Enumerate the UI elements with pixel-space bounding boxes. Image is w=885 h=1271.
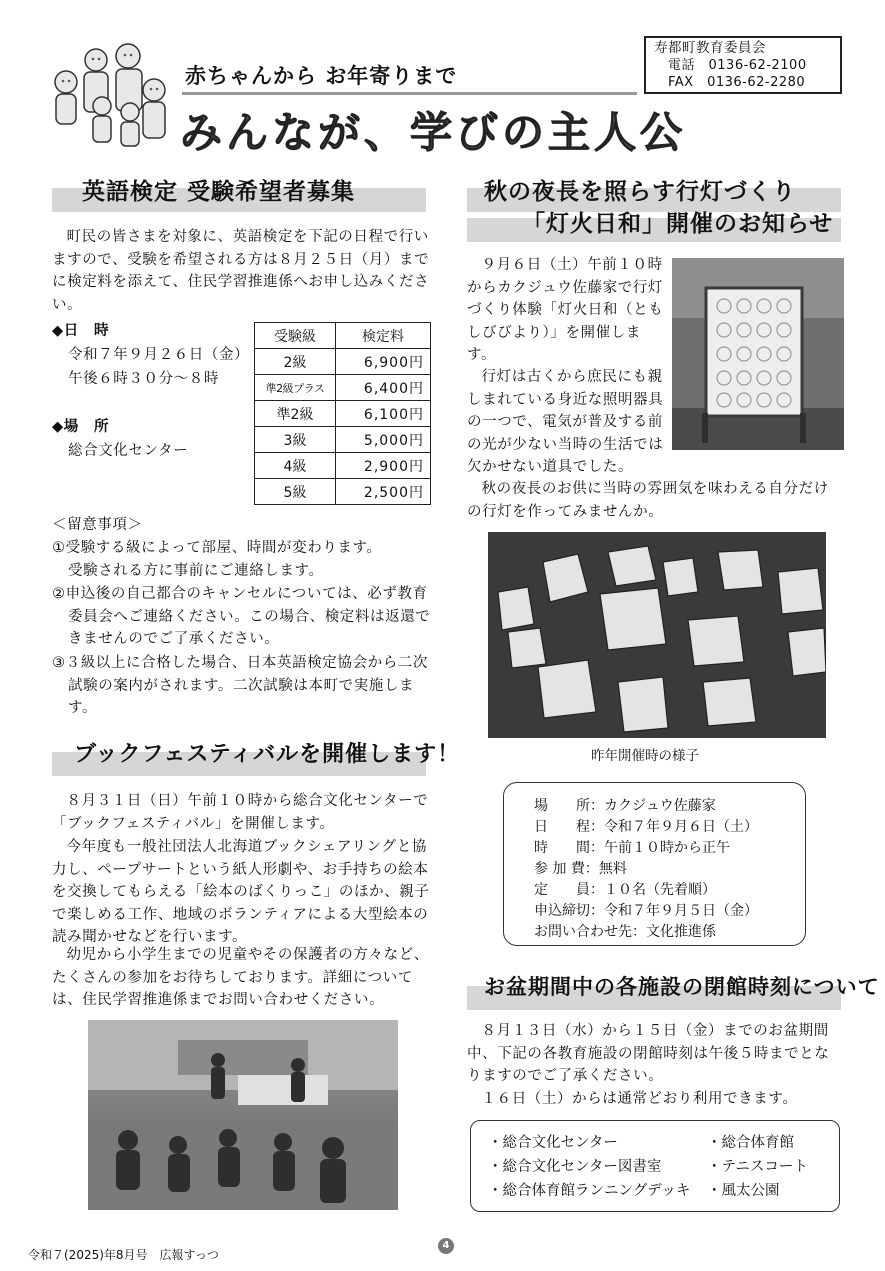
detail-label: お問い合わせ先： xyxy=(534,924,646,940)
fee-grade: 2級 xyxy=(255,349,336,375)
andon-para3: 秋の夜長のお供に当時の雰囲気を味わえる自分だけの行灯を作ってみませんか。 xyxy=(467,481,829,520)
eiken-date-line1: 令和７年９月２６日（金） xyxy=(68,347,250,363)
list-item: ・テニスコート xyxy=(707,1159,808,1175)
list-item: ・総合文化センター図書室 xyxy=(488,1159,662,1175)
eiken-heading: 英語検定 受験希望者募集 xyxy=(82,179,356,205)
fee-grade: 3級 xyxy=(255,427,336,453)
detail-label: 定 員： xyxy=(534,882,604,898)
table-row xyxy=(255,349,431,375)
fee-amount: 6,100円 xyxy=(336,401,431,427)
fee-amount: 2,900円 xyxy=(336,453,431,479)
detail-row xyxy=(534,817,758,838)
facilities-right xyxy=(707,1131,808,1203)
detail-row xyxy=(534,838,758,859)
obon-para1: ８月１３日（水）から１５日（金）までのお盆期間中、下記の各教育施設の閉館時刻は午後５時までとなりますのでご了承ください。 xyxy=(467,1023,830,1084)
detail-label: 申込締切： xyxy=(534,903,604,919)
detail-row xyxy=(534,859,758,880)
list-item: ・総合体育館ランニングデッキ xyxy=(488,1183,691,1199)
detail-value: カクジュウ佐藤家 xyxy=(604,798,716,814)
header-rule xyxy=(182,92,637,95)
fee-table xyxy=(254,322,431,505)
detail-label: 時 間： xyxy=(534,840,604,856)
eiken-intro: 町民の皆さまを対象に、英語検定を下記の日程で行いますので、受験を希望される方は８月２５日（月）までに検定料を添えて、住民学習推進係へお申し込みください。 xyxy=(52,229,430,313)
andon-heading-2: 「灯火日和」開催のお知らせ xyxy=(522,211,834,237)
fee-table-header xyxy=(255,323,431,349)
fee-header-grade: 受験級 xyxy=(255,323,336,349)
eiken-place-value: 総合文化センター xyxy=(68,443,189,459)
book-festival-photo xyxy=(88,1020,398,1210)
detail-value: 午前１０時から正午 xyxy=(604,840,730,856)
eiken-place-label: ◆場 所 xyxy=(52,419,110,435)
fee-grade: 準2級 xyxy=(255,401,336,427)
detail-row xyxy=(534,880,758,901)
notes-heading: ＜留意事項＞ xyxy=(52,517,143,533)
family-illustration xyxy=(44,42,172,150)
andon-photo xyxy=(672,258,844,450)
note-1b: 受験される方に事前にご連絡します。 xyxy=(68,563,324,579)
andon-para2: 行灯は古くから庶民にも親しまれている身近な照明器具の一つで、電気が普及する前の光が少ない当時の生活では欠かせない道具でした。 xyxy=(467,369,664,475)
book-heading: ブックフェスティバルを開催します！ xyxy=(74,742,461,767)
contact-org: 寿都町教育委員会 xyxy=(654,40,766,56)
detail-value: 令和７年９月６日（土） xyxy=(604,819,758,835)
table-row xyxy=(255,453,431,479)
andon-para1: ９月６日（土）午前１０時からカクジュウ佐藤家で行灯づくり体験「灯火日和（ともしびびより）」を開催します。 xyxy=(467,257,664,363)
detail-row xyxy=(534,922,758,943)
lanterns-caption: 昨年開催時の様子 xyxy=(591,748,699,764)
detail-label: 参 加 費： xyxy=(534,861,599,877)
note-3: ③３級以上に合格した場合、日本英語検定協会から二次試験の案内がされます。二次試験は本町で実施します。 xyxy=(52,655,428,716)
note-1a: ①受験する級によって部屋、時間が変わります。 xyxy=(52,540,382,556)
contact-fax: FAX 0136-62-2280 xyxy=(668,75,806,90)
lanterns-photo xyxy=(488,532,826,738)
book-para2: 今年度も一般社団法人北海道ブックシェアリングと協力し、ペープサートという紙人形劇や、お手持ちの絵本を交換してもらえる「絵本のばくりっこ」のほか、親子で楽しめる工作、地域のボランティアによる大型絵本の読み聞かせなどを行います。 xyxy=(52,839,430,945)
eiken-date-line2: 午後６時３０分～８時 xyxy=(68,371,219,387)
fee-amount: 6,400円 xyxy=(336,375,431,401)
andon-details xyxy=(534,796,758,943)
detail-value: 無料 xyxy=(598,861,627,877)
obon-para2: １６日（土）からは通常どおり利用できます。 xyxy=(481,1091,798,1107)
list-item: ・総合体育館 xyxy=(707,1135,794,1151)
table-row xyxy=(255,479,431,505)
detail-label: 場 所： xyxy=(534,798,604,814)
contact-box xyxy=(644,36,842,94)
obon-heading: お盆期間中の各施設の閉館時刻について xyxy=(484,975,880,999)
list-item: ・風太公園 xyxy=(707,1183,780,1199)
table-row xyxy=(255,427,431,453)
detail-row xyxy=(534,901,758,922)
detail-value: １０名（先着順） xyxy=(604,882,716,898)
page-number: 4 xyxy=(438,1238,454,1254)
page-title: みんなが、学びの主人公 xyxy=(180,108,687,157)
andon-heading-1: 秋の夜長を照らす行灯づくり xyxy=(484,179,796,205)
eiken-date-label: ◆日 時 xyxy=(52,323,110,339)
list-item: ・総合文化センター xyxy=(488,1135,618,1151)
detail-value: 文化推進係 xyxy=(646,924,716,940)
book-para3: 幼児から小学生までの児童やその保護者の方々など、たくさんの参加をお待ちしております。詳細については、住民学習推進係までお問い合わせください。 xyxy=(52,947,429,1008)
fee-grade: 5級 xyxy=(255,479,336,505)
book-para1: ８月３１日（日）午前１０時から総合文化センターで「ブックフェスティバル」を開催します。 xyxy=(52,793,429,832)
fee-amount: 5,000円 xyxy=(336,427,431,453)
table-row xyxy=(255,401,431,427)
table-row xyxy=(255,375,431,401)
detail-value: 令和７年９月５日（金） xyxy=(604,903,758,919)
fee-amount: 2,500円 xyxy=(336,479,431,505)
note-2: ②申込後の自己都合のキャンセルについては、必ず教育委員会へご連絡ください。この場合、検定料は返還できませんのでご了承ください。 xyxy=(52,586,431,647)
contact-tel: 電話 0136-62-2100 xyxy=(668,58,807,73)
detail-label: 日 程： xyxy=(534,819,604,835)
fee-amount: 6,900円 xyxy=(336,349,431,375)
footer-issue: 令和７(2025)年8月号 広報すっつ xyxy=(28,1248,219,1262)
fee-grade: 4級 xyxy=(255,453,336,479)
detail-row xyxy=(534,796,758,817)
fee-header-fee: 検定料 xyxy=(336,323,431,349)
tagline: 赤ちゃんから お年寄りまで xyxy=(185,64,458,88)
fee-grade: 準2級プラス xyxy=(255,375,336,401)
facilities-left xyxy=(488,1131,690,1203)
